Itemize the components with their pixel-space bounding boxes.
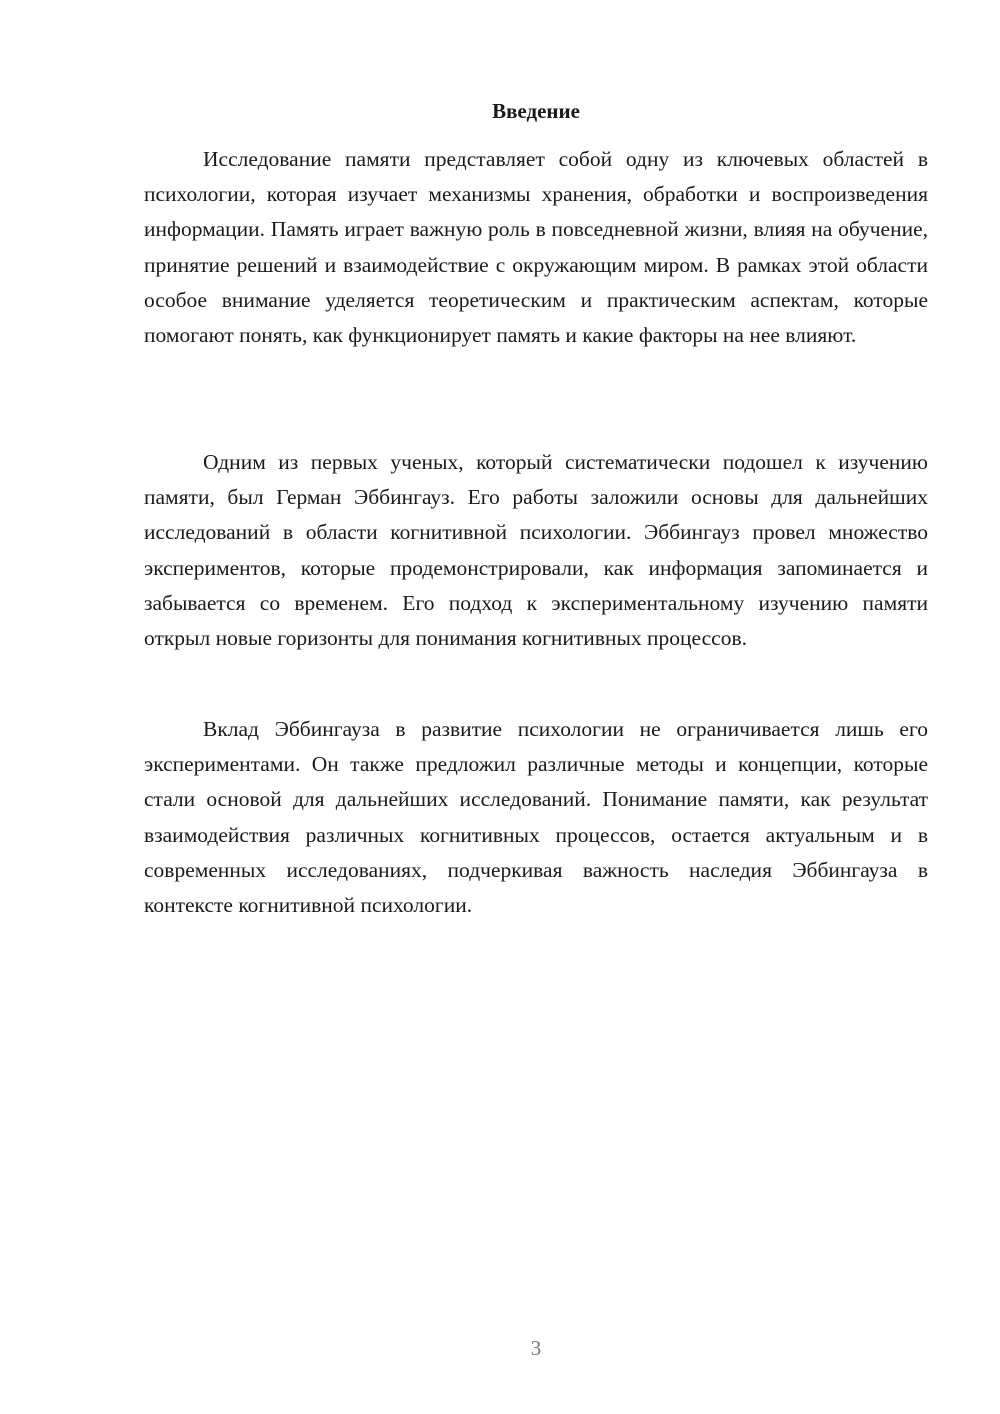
paragraph-2: Одним из первых ученых, который систематически подошел к изучению памяти, был Герман Эббингауз. Его работы заложили основы для дальнейших исследований в области когнитивной психологии. Эббингауз провел множество экспериментов, которые продемонстрировали, как информация запоминается и забывается со временем. Его подход к экспериментальному изучению памяти открыл новые горизонты для понимания когнитивных процессов. xyxy=(144,450,928,651)
page-number: 3 xyxy=(530,1336,542,1360)
paragraph-1: Исследование памяти представляет собой одну из ключевых областей в психологии, которая изучает механизмы хранения, обработки и воспроизведения информации. Память играет важную роль в повседневной жизни, влияя на обучение, принятие решений и взаимодействие с окружающим миром. В рамках этой области особое внимание уделяется теоретическим и практическим аспектам, которые помогают понять, как функционирует память и какие факторы на нее влияют. xyxy=(144,147,928,348)
paragraph-3: Вклад Эббингауза в развитие психологии не ограничивается лишь его экспериментами. Он также предложил различные методы и концепции, которые стали основой для дальнейших исследований. Понимание памяти, как результат взаимодействия различных когнитивных процессов, остается актуальным и в современных исследованиях, подчеркивая важность наследия Эббингауза в контексте когнитивной психологии. xyxy=(144,717,928,918)
section-heading: Введение xyxy=(492,99,580,123)
